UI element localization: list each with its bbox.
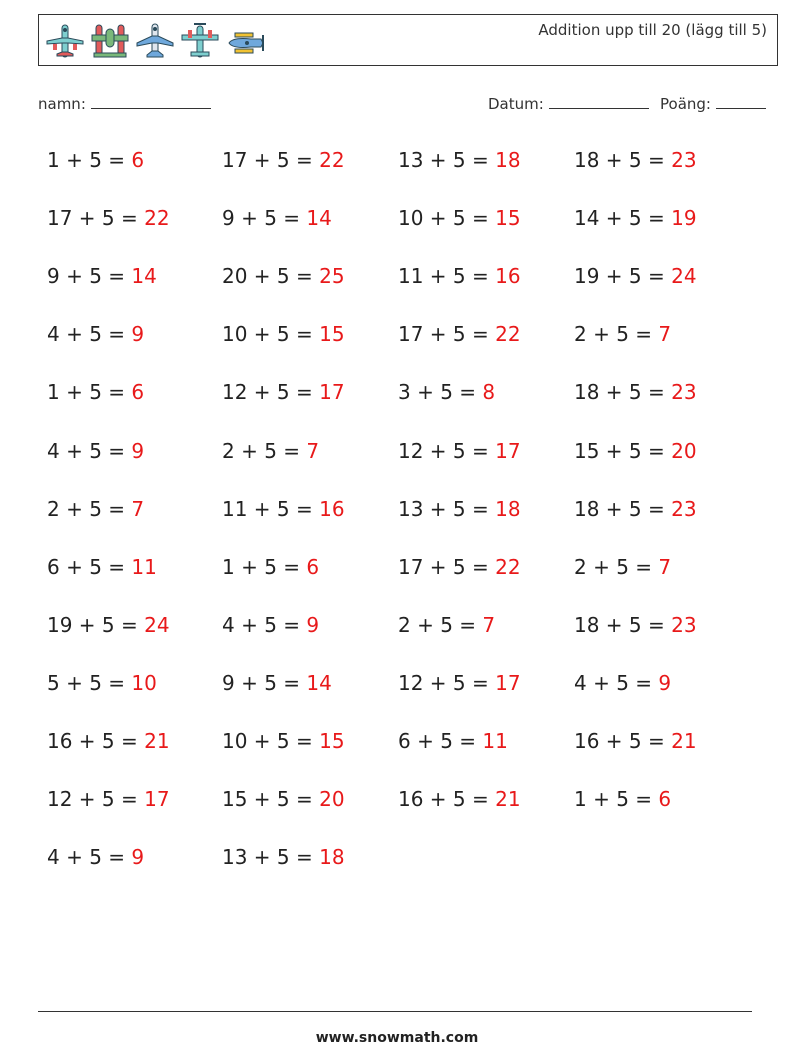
date-blank[interactable] xyxy=(549,94,649,109)
problem-item xyxy=(222,555,319,579)
problem-question: 5 + 5 = xyxy=(47,670,132,695)
problem-answer: 18 xyxy=(495,148,521,172)
problem-question: 2 + 5 = xyxy=(398,612,483,637)
name-blank[interactable] xyxy=(91,94,211,109)
footer-url: www.snowmath.com xyxy=(315,1030,479,1046)
problem-item xyxy=(222,787,345,811)
problem-item xyxy=(47,206,170,230)
problem-question: 1 + 5 = xyxy=(222,554,307,579)
problem-answer: 14 xyxy=(306,206,332,231)
problem-question: 2 + 5 = xyxy=(222,438,307,463)
problem-item xyxy=(398,148,521,172)
problem-answer: 14 xyxy=(306,670,332,695)
problem-question: 9 + 5 = xyxy=(47,264,132,289)
name-field xyxy=(38,94,211,113)
problem-question: 4 + 5 = xyxy=(47,845,132,870)
problem-answer: 11 xyxy=(131,554,157,579)
problem-question: 17 + 5 = xyxy=(222,148,320,172)
problem-answer: 19 xyxy=(671,206,697,231)
problem-answer: 9 xyxy=(658,670,672,695)
problem-item xyxy=(398,555,521,579)
problem-answer: 15 xyxy=(319,729,345,753)
problem-answer: 23 xyxy=(671,612,697,637)
problem-answer: 10 xyxy=(131,670,157,695)
problem-question: 15 + 5 = xyxy=(222,787,320,812)
problem-answer: 23 xyxy=(671,148,697,172)
problem-answer: 18 xyxy=(319,845,345,870)
worksheet-title: Addition upp till 20 (lägg till 5) xyxy=(538,21,767,39)
problem-item xyxy=(47,148,144,172)
problem-question: 1 + 5 = xyxy=(574,787,659,812)
problem-item xyxy=(574,671,671,695)
problem-item xyxy=(574,206,697,230)
problem-item xyxy=(574,148,697,172)
propeller-plane-icon xyxy=(180,21,220,61)
problem-answer: 7 xyxy=(306,438,320,463)
problem-answer: 18 xyxy=(495,496,521,521)
problem-item xyxy=(398,264,521,288)
problem-item xyxy=(222,729,345,753)
problem-answer: 24 xyxy=(671,264,697,289)
problem-item xyxy=(574,380,697,404)
problem-answer: 9 xyxy=(131,438,145,463)
problem-question: 15 + 5 = xyxy=(574,438,672,463)
problem-question: 4 + 5 = xyxy=(47,438,132,463)
problem-answer: 17 xyxy=(144,787,170,812)
problem-answer: 15 xyxy=(495,206,521,231)
problem-item xyxy=(398,787,521,811)
problem-item xyxy=(398,380,495,404)
problem-answer: 6 xyxy=(306,554,320,579)
problem-item xyxy=(222,613,319,637)
problem-item xyxy=(222,322,345,346)
problem-item xyxy=(47,555,157,579)
problem-item xyxy=(574,497,697,521)
problem-item xyxy=(574,322,671,346)
problem-question: 12 + 5 = xyxy=(47,787,145,812)
problem-item xyxy=(398,729,508,753)
problem-question: 16 + 5 = xyxy=(398,787,496,812)
problem-item xyxy=(574,613,697,637)
problem-item xyxy=(222,206,332,230)
problem-question: 18 + 5 = xyxy=(574,612,672,637)
problem-item xyxy=(47,264,157,288)
problem-question: 17 + 5 = xyxy=(47,206,145,231)
problem-answer: 7 xyxy=(482,612,496,637)
problem-item xyxy=(222,439,319,463)
problem-question: 3 + 5 = xyxy=(398,380,483,405)
problem-item xyxy=(574,439,697,463)
problem-answer: 21 xyxy=(144,729,170,753)
problem-answer: 22 xyxy=(495,554,521,579)
problem-answer: 23 xyxy=(671,380,697,405)
header-box xyxy=(38,14,778,66)
name-label: namn: xyxy=(38,95,86,113)
date-label: Datum: xyxy=(488,95,544,113)
problem-answer: 22 xyxy=(319,148,345,172)
problem-question: 6 + 5 = xyxy=(47,554,132,579)
problem-item xyxy=(398,206,521,230)
problem-question: 18 + 5 = xyxy=(574,496,672,521)
problem-question: 12 + 5 = xyxy=(398,438,496,463)
problem-item xyxy=(47,729,170,753)
problem-answer: 20 xyxy=(671,438,697,463)
problem-answer: 15 xyxy=(319,322,345,347)
problem-item xyxy=(222,148,345,172)
problem-answer: 22 xyxy=(495,322,521,347)
problem-answer: 8 xyxy=(482,380,496,405)
problem-question: 2 + 5 = xyxy=(574,322,659,347)
problem-question: 2 + 5 = xyxy=(47,496,132,521)
problem-question: 9 + 5 = xyxy=(222,206,307,231)
problem-item xyxy=(574,264,697,288)
problem-answer: 25 xyxy=(319,264,345,289)
problem-question: 13 + 5 = xyxy=(398,148,496,172)
problem-answer: 24 xyxy=(144,612,170,637)
problem-item xyxy=(574,729,697,753)
problem-item xyxy=(47,380,144,404)
problem-answer: 11 xyxy=(482,729,508,753)
problem-item xyxy=(222,671,332,695)
date-field xyxy=(488,94,649,113)
score-blank[interactable] xyxy=(716,94,766,109)
problem-item xyxy=(574,787,671,811)
biplane-icon xyxy=(225,21,265,61)
logo-row xyxy=(45,21,265,61)
problem-question: 2 + 5 = xyxy=(574,554,659,579)
problem-answer: 9 xyxy=(306,612,320,637)
problem-question: 16 + 5 = xyxy=(47,729,145,753)
problem-answer: 7 xyxy=(658,322,672,347)
problem-item xyxy=(398,322,521,346)
problem-answer: 7 xyxy=(658,554,672,579)
problem-answer: 20 xyxy=(319,787,345,812)
problem-answer: 7 xyxy=(131,496,145,521)
problem-question: 1 + 5 = xyxy=(47,148,132,172)
problem-question: 6 + 5 = xyxy=(398,729,483,753)
problem-question: 16 + 5 = xyxy=(574,729,672,753)
problem-question: 4 + 5 = xyxy=(222,612,307,637)
problem-answer: 23 xyxy=(671,496,697,521)
problem-item xyxy=(398,671,521,695)
problem-item xyxy=(47,439,144,463)
problem-answer: 9 xyxy=(131,845,145,870)
problem-item xyxy=(47,497,144,521)
twin-boom-plane-icon xyxy=(90,21,130,61)
score-label: Poäng: xyxy=(660,95,711,113)
problem-answer: 17 xyxy=(319,380,345,405)
problem-question: 12 + 5 = xyxy=(398,670,496,695)
problem-item xyxy=(574,555,671,579)
problem-answer: 17 xyxy=(495,670,521,695)
problem-item xyxy=(222,264,345,288)
problem-question: 19 + 5 = xyxy=(574,264,672,289)
problem-question: 4 + 5 = xyxy=(47,322,132,347)
problem-item xyxy=(47,845,144,869)
problem-item xyxy=(222,845,345,869)
problem-question: 10 + 5 = xyxy=(398,206,496,231)
footer-divider xyxy=(38,1011,752,1012)
problem-answer: 16 xyxy=(495,264,521,289)
problem-question: 4 + 5 = xyxy=(574,670,659,695)
problem-item xyxy=(47,787,170,811)
problem-question: 18 + 5 = xyxy=(574,380,672,405)
problem-item xyxy=(398,497,521,521)
problem-question: 19 + 5 = xyxy=(47,612,145,637)
problem-item xyxy=(398,439,521,463)
problem-question: 12 + 5 = xyxy=(222,380,320,405)
problem-question: 1 + 5 = xyxy=(47,380,132,405)
problem-answer: 22 xyxy=(144,206,170,231)
problem-item xyxy=(222,497,345,521)
problem-answer: 6 xyxy=(131,380,145,405)
problem-question: 10 + 5 = xyxy=(222,322,320,347)
problem-question: 17 + 5 = xyxy=(398,554,496,579)
airplane-icon xyxy=(45,21,85,61)
problem-question: 11 + 5 = xyxy=(398,264,496,289)
problem-question: 11 + 5 = xyxy=(222,496,320,521)
problem-question: 17 + 5 = xyxy=(398,322,496,347)
problem-item xyxy=(222,380,345,404)
problem-question: 18 + 5 = xyxy=(574,148,672,172)
jet-plane-icon xyxy=(135,21,175,61)
problem-question: 14 + 5 = xyxy=(574,206,672,231)
problem-item xyxy=(47,322,144,346)
problem-question: 10 + 5 = xyxy=(222,729,320,753)
problem-item xyxy=(398,613,495,637)
problem-answer: 9 xyxy=(131,322,145,347)
problem-question: 20 + 5 = xyxy=(222,264,320,289)
problem-answer: 6 xyxy=(131,148,145,172)
problem-question: 13 + 5 = xyxy=(222,845,320,870)
problem-answer: 21 xyxy=(495,787,521,812)
problem-answer: 16 xyxy=(319,496,345,521)
problem-item xyxy=(47,671,157,695)
problem-question: 13 + 5 = xyxy=(398,496,496,521)
score-field xyxy=(660,94,766,113)
problem-question: 9 + 5 = xyxy=(222,670,307,695)
problem-answer: 17 xyxy=(495,438,521,463)
problem-answer: 21 xyxy=(671,729,697,753)
problem-answer: 14 xyxy=(131,264,157,289)
problem-answer: 6 xyxy=(658,787,672,812)
problem-item xyxy=(47,613,170,637)
